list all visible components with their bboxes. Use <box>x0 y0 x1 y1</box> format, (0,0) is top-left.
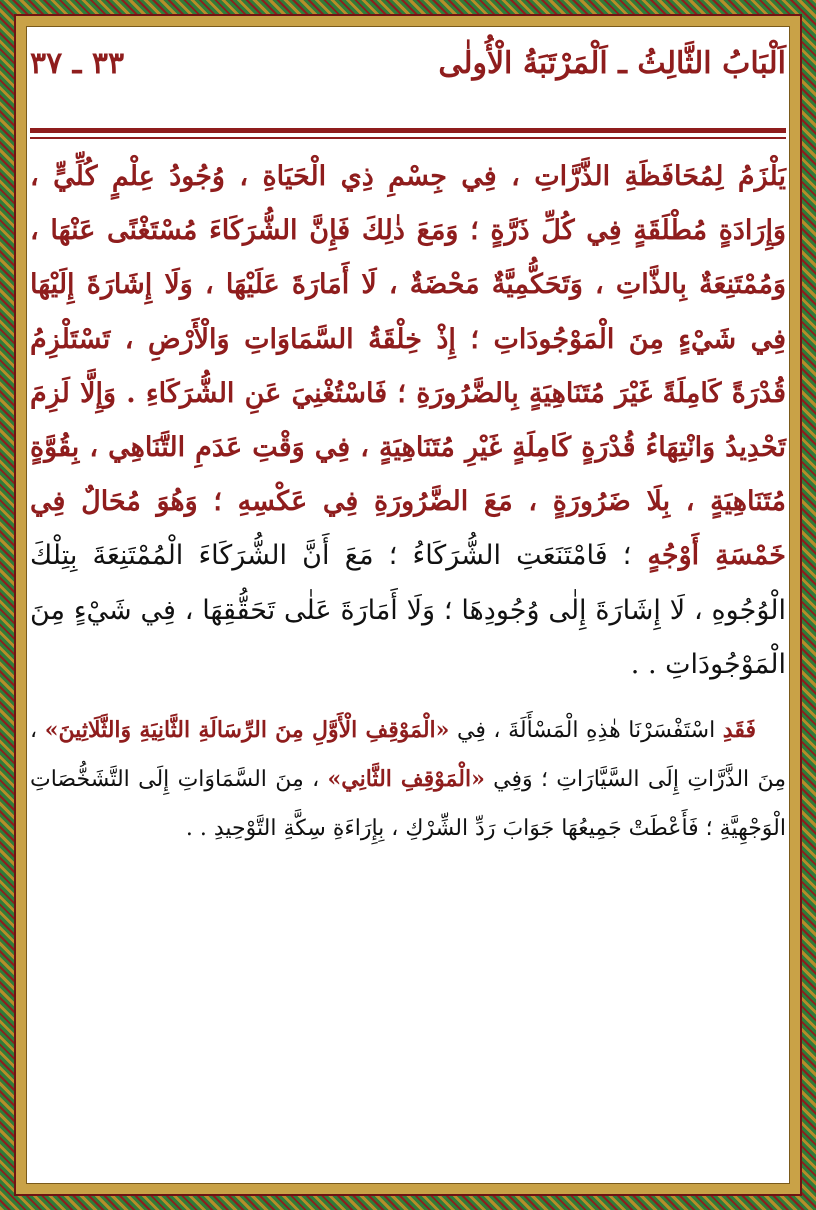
main-paragraph-dark: ؛ فَامْتَنَعَتِ الشُّرَكَاءُ ؛ مَعَ أَنَّ الشُّرَكَاءَ الْمُمْتَنِعَةَ بِتِلْكَ الْوُجُوهِ ، لَا إِشَارَةَ إِلٰى وُجُودِهَا ؛ وَلَا أَمَارَةَ عَلٰى تَحَقُّقِهَا ، فِي شَيْءٍ مِنَ الْمَوْجُودَاتِ . . <box>30 540 786 680</box>
note-text-3: ، مِنَ السَّمَاوَاتِ إِلَى التَّشَخُّصَاتِ الْوَجْهِيَّةِ ؛ فَأَعْطَتْ جَمِيعُهَا جَوَابَ رَدِّ الشِّرْكِ ، بِإِرَاءَةِ سِكَّةِ التَّوْحِيدِ . . <box>30 767 786 842</box>
main-paragraph <box>30 150 786 692</box>
header-rule-thin <box>30 137 786 139</box>
note-reference-2: «الْمَوْقِفِ الثَّانِي» <box>327 766 485 793</box>
note-text-1: اسْتَفْسَرْنَا هٰذِهِ الْمَسْأَلَةَ ، فِي <box>456 718 716 744</box>
note-lead-word: فَقَدِ <box>722 717 756 744</box>
body-text <box>30 150 786 853</box>
main-paragraph-red: يَلْزَمُ لِمُحَافَظَةِ الذَّرَّاتِ ، فِي جِسْمِ ذِي الْحَيَاةِ ، وُجُودُ عِلْمٍ كُلِّيٍّ ، وَإِرَادَةٍ مُطْلَقَةٍ فِي كُلِّ ذَرَّةٍ ؛ وَمَعَ ذٰلِكَ فَإِنَّ الشُّرَكَاءَ مُسْتَغْنًى عَنْهَا ، وَمُمْتَنِعَةٌ بِالذَّاتِ ، وَتَحَكُّمِيَّةٌ مَحْضَةٌ ، لَا أَمَارَةَ عَلَيْهَا ، وَلَا إِشَارَةَ إِلَيْهَا فِي شَيْءٍ مِنَ الْمَوْجُودَاتِ ؛ إِذْ خِلْقَةُ السَّمَاوَاتِ وَالْأَرْضِ ، تَسْتَلْزِمُ قُدْرَةً كَامِلَةً غَيْرَ مُتَنَاهِيَةٍ بِالضَّرُورَةِ ؛ فَاسْتُغْنِيَ عَنِ الشُّرَكَاءِ . وَإِلَّا لَزِمَ تَحْدِيدُ وَانْتِهَاءُ قُدْرَةٍ كَامِلَةٍ غَيْرِ مُتَنَاهِيَةٍ ، فِي وَقْتِ عَدَمِ التَّنَاهِي ، بِقُوَّةٍ مُتَنَاهِيَةٍ ، بِلَا ضَرُورَةٍ ، مَعَ الضَّرُورَةِ فِي عَكْسِهِ ؛ وَهُوَ مُحَالٌ فِي خَمْسَةِ أَوْجُهٍ <box>30 161 786 572</box>
header-rule-thick <box>30 128 786 133</box>
chapter-title: اَلْبَابُ الثَّالِثُ ـ اَلْمَرْتَبَةُ الْأُولٰى <box>438 46 786 81</box>
note-reference-1: «الْمَوْقِفِ الْأَوَّلِ مِنَ الرِّسَالَةِ الثَّانِيَةِ وَالثَّلَاثِينَ» <box>44 717 450 744</box>
page-range: ٣٣ ـ ٣٧ <box>30 46 125 81</box>
note-paragraph <box>30 706 786 853</box>
note-text-2: ، مِنَ الذَّرَّاتِ إِلَى السَّيَّارَاتِ ؛ وَفِي <box>30 718 786 793</box>
page-header <box>30 42 786 102</box>
